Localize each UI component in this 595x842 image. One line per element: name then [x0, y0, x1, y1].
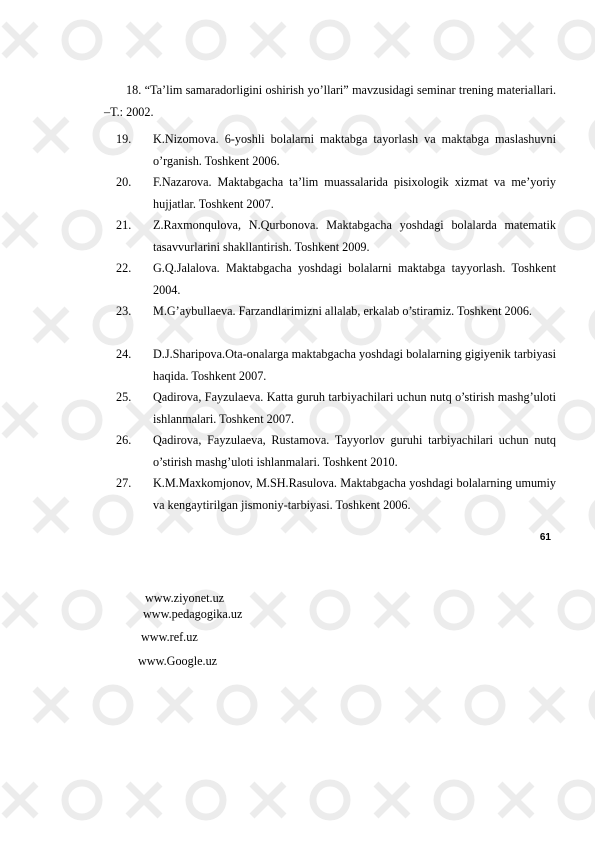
reference-text: K.M.Maxkomjonov, M.SH.Rasulova. Maktabgacha yoshdagi bolalarning umumiy va kengaytirilgan jismoniy-tarbiyasi. Toshkent 2006.: [153, 476, 556, 512]
watermark-o-mark: [65, 783, 99, 817]
watermark-o-mark: [468, 688, 502, 722]
watermark-o-mark: [65, 213, 99, 247]
page-number: 61: [539, 532, 551, 543]
reference-item: [116, 215, 556, 258]
reference-number: 18.: [126, 83, 142, 97]
reference-text: “Ta’lim samaradorligini oshirish yo’llari” mavzusidagi seminar trening materiallari. –T.: 2002.: [104, 83, 557, 119]
watermark-o-mark: [313, 23, 347, 57]
watermark-x-mark: [376, 594, 408, 626]
reference-text: M.G’aybullaeva. Farzandlarimizni allalab, erkalab o’stiramiz. Toshkent 2006.: [153, 304, 532, 318]
watermark-o-mark: [561, 403, 595, 437]
watermark-o-mark: [437, 23, 471, 57]
reference-item: [116, 129, 556, 172]
watermark-x-mark: [376, 24, 408, 56]
watermark-x-mark: [531, 689, 563, 721]
reference-number: 23.: [116, 304, 132, 318]
watermark-o-mark: [96, 688, 130, 722]
watermark-x-mark: [159, 689, 191, 721]
watermark-x-mark: [35, 119, 67, 151]
reference-item: [116, 301, 556, 323]
reference-number: 24.: [116, 347, 132, 361]
watermark-x-mark: [4, 214, 36, 246]
reference-item: [104, 80, 556, 123]
reference-number: 27.: [116, 476, 132, 490]
reference-text: K.Nizomova. 6-yoshli bolalarni maktabga tayorlash va maktabga maslashuvni o’rganish. Toshkent 2006.: [153, 132, 556, 168]
watermark-x-mark: [252, 594, 284, 626]
reference-number: 26.: [116, 433, 132, 447]
reference-item: [116, 344, 556, 387]
website-link[interactable]: www.ziyonet.uz: [145, 591, 225, 605]
reference-text: G.Q.Jalalova. Maktabgacha yoshdagi bolalarni maktabga tayyorlash. Toshkent 2004.: [153, 261, 556, 297]
watermark-o-mark: [561, 593, 595, 627]
watermark-o-mark: [437, 593, 471, 627]
website-link[interactable]: www.Google.uz: [138, 654, 218, 668]
watermark-x-mark: [500, 784, 532, 816]
watermark-x-mark: [283, 689, 315, 721]
reference-number: 20.: [116, 175, 132, 189]
watermark-x-mark: [500, 594, 532, 626]
reference-text: Z.Raxmonqulova, N.Qurbonova. Maktabgacha yoshdagi bolalarda matematik tasavvurlarini shakllantirish. Toshkent 2009.: [153, 218, 556, 254]
watermark-x-mark: [35, 309, 67, 341]
reference-item: [116, 387, 556, 430]
watermark-x-mark: [4, 594, 36, 626]
watermark-x-mark: [35, 499, 67, 531]
watermark-x-mark: [128, 24, 160, 56]
watermark-o-mark: [313, 783, 347, 817]
watermark-o-mark: [65, 23, 99, 57]
reference-text: Qadirova, Fayzulaeva, Rustamova. Tayyorlov guruhi tarbiyachilari uchun nutq o’stirish mashg’uloti ishlanmalari. Toshkent 2010.: [153, 433, 556, 469]
watermark-x-mark: [252, 24, 284, 56]
reference-text: F.Nazarova. Maktabgacha ta’lim muassalarida pisixologik xizmat va me’yoriy hujjatlar. Toshkent 2007.: [153, 175, 556, 211]
watermark-o-mark: [65, 403, 99, 437]
watermark-o-mark: [344, 688, 378, 722]
watermark-x-mark: [376, 784, 408, 816]
watermark-x-mark: [128, 784, 160, 816]
website-link[interactable]: www.pedagogika.uz: [143, 607, 243, 621]
watermark-x-mark: [4, 24, 36, 56]
reference-item: [116, 258, 556, 301]
watermark-x-mark: [500, 24, 532, 56]
reference-number: 25.: [116, 390, 132, 404]
reference-number: 22.: [116, 261, 132, 275]
watermark-o-mark: [220, 688, 254, 722]
watermark-o-mark: [313, 593, 347, 627]
reference-number: 21.: [116, 218, 132, 232]
reference-item: [116, 430, 556, 473]
reference-number: 19.: [116, 132, 132, 146]
watermark-x-mark: [407, 689, 439, 721]
reference-item: [116, 473, 556, 516]
watermark-o-mark: [437, 783, 471, 817]
watermark-o-mark: [561, 23, 595, 57]
watermark-x-mark: [252, 784, 284, 816]
watermark-x-mark: [4, 784, 36, 816]
watermark-o-mark: [561, 213, 595, 247]
watermark-x-mark: [4, 404, 36, 436]
reference-item: [116, 172, 556, 215]
watermark-o-mark: [189, 23, 223, 57]
reference-text: D.J.Sharipova.Ota-onalarga maktabgacha yoshdagi bolalarning gigiyenik tarbiyasi haqida. Toshkent 2007.: [153, 347, 556, 383]
watermark-o-mark: [65, 593, 99, 627]
website-link[interactable]: www.ref.uz: [141, 630, 198, 644]
reference-text: Qadirova, Fayzulaeva. Katta guruh tarbiyachilari uchun nutq o’stirish mashg’uloti ishlanmalari. Toshkent 2007.: [153, 390, 556, 426]
watermark-o-mark: [561, 783, 595, 817]
watermark-o-mark: [189, 783, 223, 817]
watermark-x-mark: [35, 689, 67, 721]
